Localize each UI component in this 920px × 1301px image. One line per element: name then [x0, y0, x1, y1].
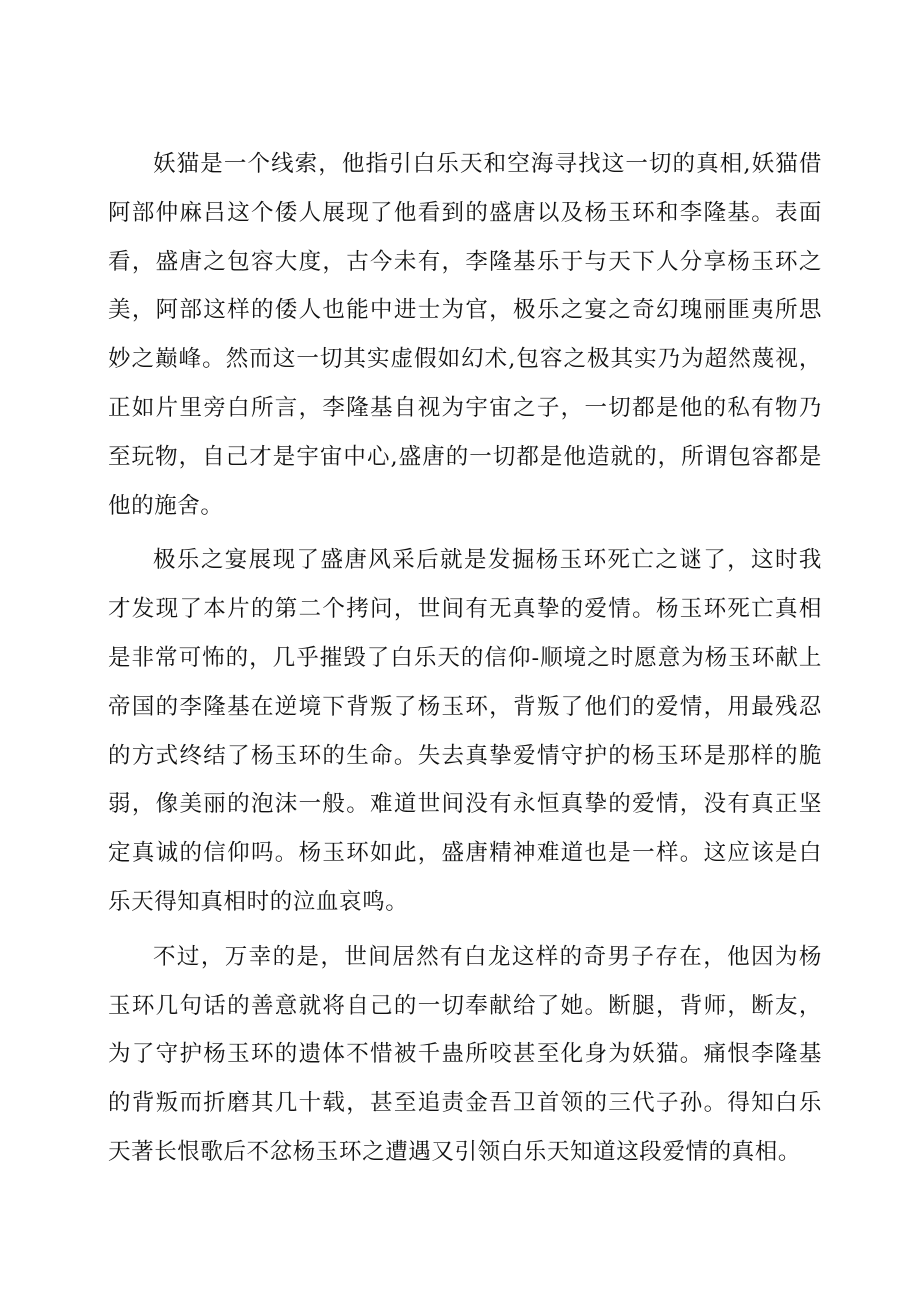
- paragraph-1: 妖猫是一个线索，他指引白乐天和空海寻找这一切的真相,妖猫借阿部仲麻吕这个倭人展现了他看到的盛唐以及杨玉环和李隆基。表面看，盛唐之包容大度，古今未有，李隆基乐于与天下人分享杨玉环之美，阿部这样的倭人也能中进士为官，极乐之宴之奇幻瑰丽匪夷所思妙之巅峰。然而这一切其实虚假如幻术,包容之极其实乃为超然蔑视，正如片里旁白所言，李隆基自视为宇宙之子，一切都是他的私有物乃至玩物，自己才是宇宙中心,盛唐的一切都是他造就的，所谓包容都是他的施舍。: [108, 151, 822, 519]
- paragraph-3: 不过，万幸的是，世间居然有白龙这样的奇男子存在，他因为杨玉环几句话的善意就将自己的一切奉献给了她。断腿，背师，断友，为了守护杨玉环的遗体不惜被千蛊所咬甚至化身为妖猫。痛恨李隆基的背叛而折磨其几十载，甚至追责金吾卫首领的三代子孙。得知白乐天著长恨歌后不忿杨玉环之遭遇又引领白乐天知道这段爱情的真相。: [108, 943, 822, 1165]
- paragraph-2: 极乐之宴展现了盛唐风采后就是发掘杨玉环死亡之谜了，这时我才发现了本片的第二个拷问，世间有无真挚的爱情。杨玉环死亡真相是非常可怖的，几乎摧毁了白乐天的信仰-顺境之时愿意为杨玉环献上帝国的李隆基在逆境下背叛了杨玉环，背叛了他们的爱情，用最残忍的方式终结了杨玉环的生命。失去真挚爱情守护的杨玉环是那样的脆弱，像美丽的泡沫一般。难道世间没有永恒真挚的爱情，没有真正坚定真诚的信仰吗。杨玉环如此，盛唐精神难道也是一样。这应该是白乐天得知真相时的泣血哀鸣。: [108, 547, 822, 915]
- document-body: [108, 140, 822, 1183]
